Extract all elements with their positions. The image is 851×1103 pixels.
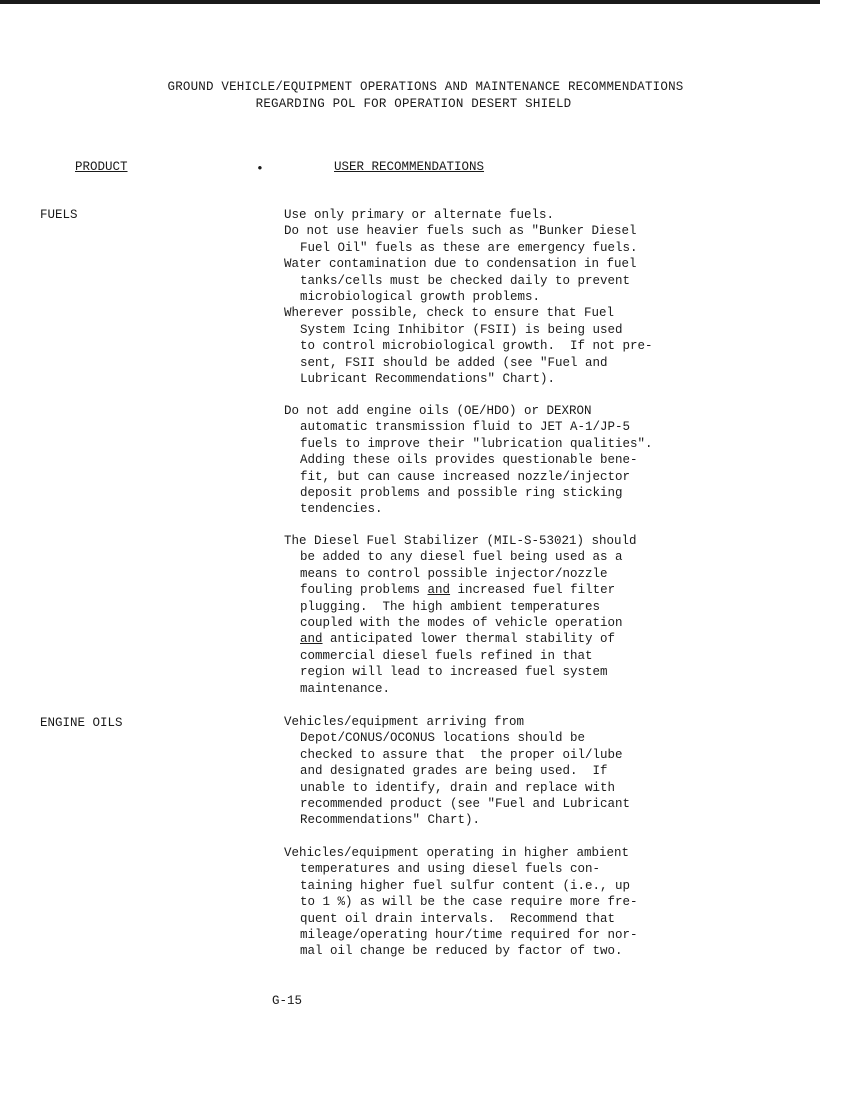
bullet-icon: • [256,161,264,176]
text-line: Do not add engine oils (OE/HDO) or DEXRON [284,404,592,418]
page-number: G-15 [272,994,303,1008]
text-line: microbiological growth problems. [300,289,541,304]
text-line: Use only primary or alternate fuels. [284,208,555,222]
text-line: The Diesel Fuel Stabilizer (MIL-S-53021) should [284,534,637,548]
text-line: Recommendations" Chart). [300,813,481,828]
text-line: and designated grades are being used. If [300,764,608,779]
text-line: Vehicles/equipment arriving from [284,715,525,729]
text-line: Wherever possible, check to ensure that Fuel [284,306,615,321]
fuels-paragraph-1 [284,207,704,387]
text-line: recommended product (see "Fuel and Lubricant [300,796,631,811]
fuels-label: FUELS [40,208,78,222]
text-line: sent, FSII should be added (see "Fuel and [300,355,608,370]
text-line: fuels to improve their "lubrication qualities". [300,436,653,451]
text-span: increased fuel filter [450,583,616,598]
text-line: Water contamination due to condensation in fuel [284,257,637,272]
text-line: maintenance. [300,681,391,696]
text-line [284,631,704,647]
text-line: Fuel Oil" fuels as these are emergency fuels. [300,240,638,255]
text-line: Depot/CONUS/OCONUS locations should be [300,731,586,746]
text-line: taining higher fuel sulfur content (i.e., up [300,878,631,893]
text-line: mal oil change be reduced by factor of two. [300,944,623,959]
text-line: unable to identify, drain and replace with [300,780,616,795]
text-line: Lubricant Recommendations" Chart). [300,371,556,386]
text-line: be added to any diesel fuel being used as a [300,550,623,565]
text-span: anticipated lower thermal stability of [322,632,616,647]
user-recommendations-heading: USER RECOMMENDATIONS [334,160,485,174]
text-line: means to control possible injector/nozzle [300,566,608,581]
underlined-text: and [300,632,323,647]
text-line: to control microbiological growth. If not pre- [300,339,653,354]
text-line [284,582,704,598]
text-line: System Icing Inhibitor (FSII) is being used [300,322,623,337]
text-line: Vehicles/equipment operating in higher ambient [284,846,630,860]
top-rule [0,0,820,4]
text-line: deposit problems and possible ring sticking [300,485,623,500]
text-span: fouling problems [300,583,428,598]
document-title-line1: GROUND VEHICLE/EQUIPMENT OPERATIONS AND MAINTENANCE RECOMMENDATIONS [167,80,684,94]
product-column-heading: PRODUCT [75,160,128,174]
text-line: region will lead to increased fuel system [300,665,608,680]
fuels-paragraph-3 [284,533,704,697]
text-line: coupled with the modes of vehicle operation [300,615,623,630]
text-line: tendencies. [300,502,383,517]
document-title-line2: REGARDING POL FOR OPERATION DESERT SHIELD [255,97,572,111]
text-line: mileage/operating hour/time required for nor- [300,927,638,942]
text-line: temperatures and using diesel fuels con- [300,862,601,877]
text-line: commercial diesel fuels refined in that [300,648,593,663]
text-line: plugging. The high ambient temperatures [300,599,601,614]
text-line: Do not use heavier fuels such as "Bunker Diesel [284,224,637,239]
text-line: fit, but can cause increased nozzle/injector [300,469,631,484]
text-line: tanks/cells must be checked daily to prevent [300,273,631,288]
engine-oils-paragraph-1 [284,714,704,829]
engine-oils-label: ENGINE OILS [40,716,123,730]
underlined-text: and [427,583,451,598]
text-line: to 1 %) as will be the case require more fre- [300,895,638,910]
text-line: quent oil drain intervals. Recommend that [300,911,616,926]
text-line: automatic transmission fluid to JET A-1/JP-5 [300,420,631,435]
text-line: Adding these oils provides questionable bene- [300,453,638,468]
fuels-paragraph-2 [284,403,704,518]
engine-oils-paragraph-2 [284,845,704,960]
text-line: checked to assure that the proper oil/lube [300,747,623,762]
